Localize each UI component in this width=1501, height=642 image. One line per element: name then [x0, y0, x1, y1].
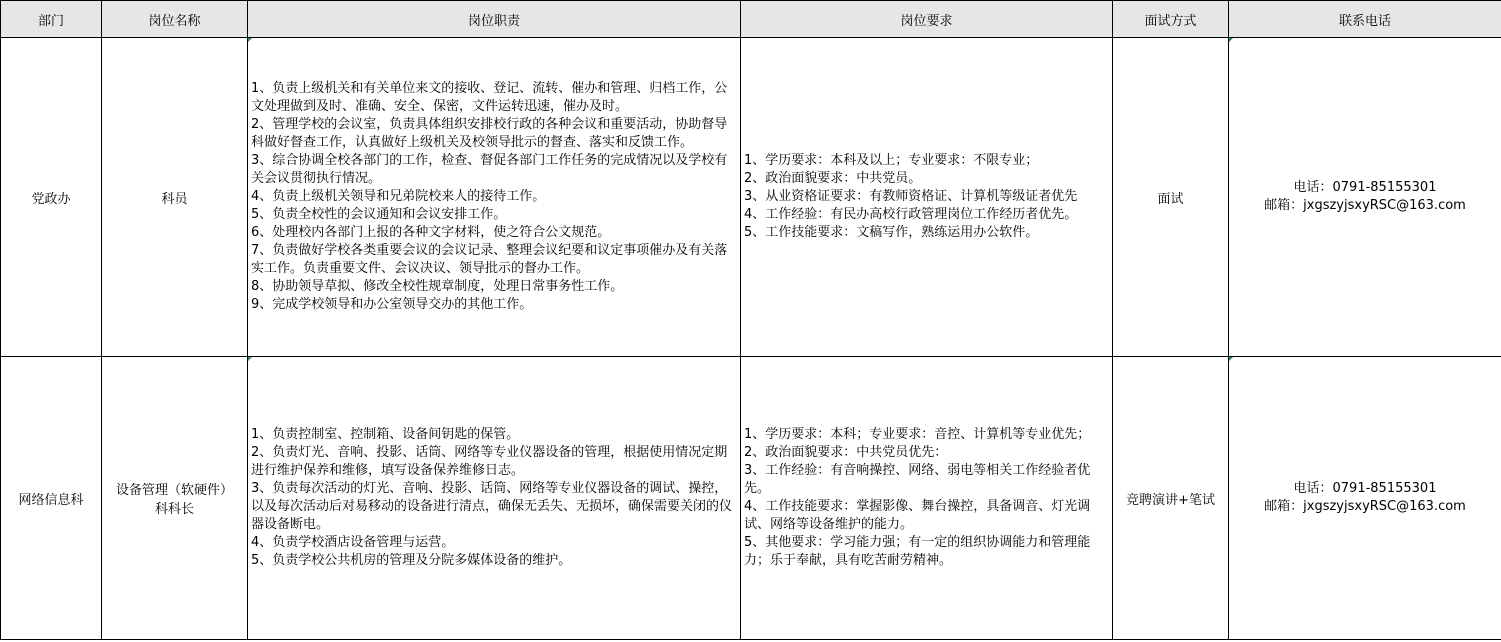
position-line: 科员 — [161, 191, 188, 207]
duty-item: 2、负责灯光、音响、投影、话筒、网络等专业仪器设备的管理，根据使用情况定期进行维护保养和维修，填写设备保养维修日志。 — [251, 445, 728, 478]
position-line: 设备管理（软硬件） — [115, 483, 233, 498]
duty-item: 2、管理学校的会议室，负责具体组织安排校行政的各种会议和重要活动，协助督导科做好督查工作，认真做好上级机关及校领导批示的督查、落实和反馈工作。 — [251, 117, 728, 150]
position-cell — [102, 357, 248, 640]
header-requirements: 岗位要求 — [741, 1, 1113, 38]
header-row — [1, 1, 1501, 38]
duty-item: 3、负责每次活动的灯光、音响、投影、话筒、网络等专业仪器设备的调试、操控，以及每次活动后对易移动的设备进行清点，确保无丢失、无损坏，确保需要关闭的仪器设备断电。 — [251, 481, 733, 532]
header-position: 岗位名称 — [102, 1, 248, 38]
table-row — [1, 357, 1501, 640]
contact-email: 邮箱：jxgszyjsxyRSC@163.com — [1264, 499, 1466, 514]
requirement-item: 2、政治面貌要求：中共党员优先： — [744, 445, 948, 460]
header-contact: 联系电话 — [1229, 1, 1501, 38]
department-cell: 网络信息科 — [1, 357, 102, 640]
contact-phone: 电话：0791-85155301 — [1293, 180, 1437, 195]
position-line: 科科长 — [154, 502, 194, 517]
duty-item: 1、负责控制室、控制箱、设备间钥匙的保管。 — [251, 427, 520, 442]
duties-cell — [248, 38, 741, 357]
requirements-cell — [741, 357, 1113, 640]
requirement-item: 1、学历要求：本科；专业要求：音控、计算机等专业优先； — [744, 427, 1091, 442]
duty-item: 4、负责学校酒店设备管理与运营。 — [251, 535, 455, 550]
requirement-item: 3、工作经验：有音响操控、网络、弱电等相关工作经验者优先。 — [744, 463, 1091, 496]
contact-phone: 电话：0791-85155301 — [1293, 481, 1437, 496]
contact-cell — [1229, 357, 1501, 640]
duty-item: 1、负责上级机关和有关单位来文的接收、登记、流转、催办和管理、归档工作，公文处理做到及时、准确、安全、保密，文件运转迅速，催办及时。 — [251, 81, 728, 114]
duties-cell — [248, 357, 741, 640]
requirement-item: 1、学历要求：本科及以上；专业要求：不限专业； — [744, 153, 1039, 168]
duty-item: 9、完成学校领导和办公室领导交办的其他工作。 — [251, 297, 533, 312]
contact-email: 邮箱：jxgszyjsxyRSC@163.com — [1264, 198, 1466, 213]
table-row — [1, 38, 1501, 357]
requirement-item: 2、政治面貌要求：中共党员。 — [744, 171, 922, 186]
requirements-cell — [741, 38, 1113, 357]
duty-item: 3、综合协调全校各部门的工作，检查、督促各部门工作任务的完成情况以及学校有关会议贯彻执行情况。 — [251, 153, 728, 186]
requirement-item: 5、工作技能要求：文稿写作，熟练运用办公软件。 — [744, 225, 1039, 240]
department-cell: 党政办 — [1, 38, 102, 357]
header-interview: 面试方式 — [1113, 1, 1229, 38]
contact-cell — [1229, 38, 1501, 357]
duty-item: 5、负责全校性的会议通知和会议安排工作。 — [251, 207, 507, 222]
requirement-item: 3、从业资格证要求：有教师资格证、计算机等级证者优先 — [744, 189, 1078, 204]
header-duties: 岗位职责 — [248, 1, 741, 38]
duty-item: 6、处理校内各部门上报的各种文字材料，使之符合公文规范。 — [251, 225, 611, 240]
position-cell — [102, 38, 248, 357]
duty-item: 8、协助领导草拟、修改全校性规章制度，处理日常事务性工作。 — [251, 279, 624, 294]
requirement-item: 5、其他要求：学习能力强；有一定的组织协调能力和管理能力；乐于奉献，具有吃苦耐劳精神。 — [744, 535, 1091, 568]
requirement-item: 4、工作技能要求：掌握影像、舞台操控，具备调音、灯光调试、网络等设备维护的能力。 — [744, 499, 1091, 532]
interview-cell: 竞聘演讲+笔试 — [1113, 357, 1229, 640]
duty-item: 7、负责做好学校各类重要会议的会议记录、整理会议纪要和议定事项催办及有关落实工作。负责重要文件、会议决议、领导批示的督办工作。 — [251, 243, 728, 276]
duty-item: 5、负责学校公共机房的管理及分院多媒体设备的维护。 — [251, 553, 572, 568]
requirement-item: 4、工作经验：有民办高校行政管理岗位工作经历者优先。 — [744, 207, 1078, 222]
header-department: 部门 — [1, 1, 102, 38]
duty-item: 4、负责上级机关领导和兄弟院校来人的接待工作。 — [251, 189, 546, 204]
interview-cell: 面试 — [1113, 38, 1229, 357]
